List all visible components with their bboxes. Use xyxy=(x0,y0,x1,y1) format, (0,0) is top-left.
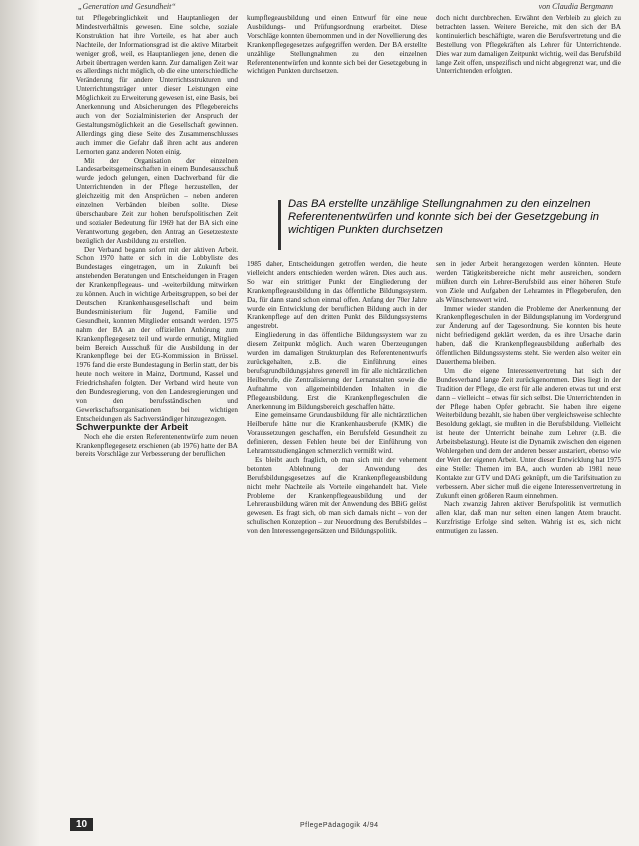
page-number: 10 xyxy=(70,818,93,831)
paragraph: Der Verband begann sofort mit der aktiven Arbeit. Schon 1970 hatte er sich in die Lobbyliste des Bundestages eingetragen, um in Zukunft bei anstehenden Beratungen und Entscheidungen in Fragen der Krankenpflegeaus- und -weiterbildung mitwirken zu können. Auch in wichtige Arbeitsgruppen, so bei der Deutschen Krankenhausgesellschaft und beim Bundesministerium für Jugend, Familie und Gesundheit, konnten Mitglieder entsandt werden. 1975 nahm der BA an der offiziellen Anhörung zum Krankenpflegegesetz teil und wurde ermutigt, Mitglied beim Bereich Ausschuß für die Ausbildung in der Krankenpflege bei der EG-Kommission in Brüssel. 1976 fand die erste Bundestagung in Berlin statt, der bis heute noch weitere in Mainz, Dortmund, Kassel und Friedrichshafen folgten. Der Verband wird heute von den Bundesregierung, von den Landesregierungen und von den berufsständischen und Gewerkschaftsorganisationen bei wichtigen Entscheidungen als Sachverständiger hinzugezogen. xyxy=(76,245,238,423)
column-2-top xyxy=(247,14,427,76)
paragraph: sen in jeder Arbeit herangezogen werden könnten. Heute werden Tätigkeitsbereiche nicht mehr ausreichen, sondern müßten durch ein Lehrer-Berufsbild aus einer höheren Stufe von Ziele und Aufgaben der Lehramtes in Pflegeberufen, den als Wünschenswert wird. xyxy=(436,260,621,304)
binding-shadow xyxy=(0,0,40,846)
subheading: Schwerpunkte der Arbeit xyxy=(76,421,189,433)
pull-quote: Das BA erstellte unzählige Stellungnahmen zu den einzelnen Referentenentwürfen und konnte sich bei der Gesetzgebung in wichtigen Punkten durchsetzen xyxy=(288,198,599,236)
paragraph: Immer wieder standen die Probleme der Anerkennung der Krankenpflegeschulen in der Bildungsplanung im Vordergrund zur Änderung auf der Tagesordnung. Sie konnten bis heute nicht befriedigend geklärt werden, da es ihre Ursache darin haben, daß die Krankenpflegeausbildung außerhalb des öffentlichen Bildungssystems steht. Sie werden also weiter ein Dauerthema bleiben. xyxy=(436,304,621,366)
running-head-right: von Claudia Bergmann xyxy=(538,2,613,11)
paragraph: Um die eigene Interessenvertretung hat sich der Bundesverband lange Zeit zurückgenommen. Dies liegt in der Tradition der Pflege, die erst für alle anderen etwas tut und erst dann – vielleicht – etwas für sich selbst. Die Unterrichtenden in der Pflege haben Opfer gebracht. Sie haben ihre eigene Weiterbildung bezahlt, sie haben über vergleichsweise schlechte Besoldung geklagt, sie mußten in die Berufsbildung. Vielleicht ist heute der Unterricht beinahe zum Lehrer (z.B. die Arbeitsbelastung). Heute ist die Dynamik zwischen den eigenen Wohlergehen und dem der anderen besser austariert, ebenso wie der Wert der eigenen Arbeit. Unter dieser Entwicklung hat 1975 eine Stelle: Themen im BA, auch wurden ab 1981 neue Kontakte zur GTV und DAG geknüpft, um die Tarifsituation zu verbessern. Aber sicher muß die eigene Interessenvertretung in Zukunft einen größeren Raum einnehmen. xyxy=(436,366,621,500)
paragraph: kumpflegeausbildung und einen Entwurf für eine neue Ausbildungs- und Prüfungsordnung erarbeitet. Diese Vorschläge konnten übernommen und in der Novellierung des Krankenpflegegesetzes aufgegriffen werden. Der BA erstellte unzählige Stellungnahmen zu den einzelnen Referentenentwürfen und konnte sich bei der Gesetzgebung in wichtigen Punkten durchsetzen. xyxy=(247,14,427,76)
paragraph: tut Pflegebringlichkeit und Hauptanliegen der Mindestverhältnis gewesen. Eine solche, soziale Konstruktion hat ihre Vorteile, es hat aber auch Nachteile, der Informationsgrad ist die aktive Mitarbeit weniger groß, weil, es Hauptanliegen jene, denen die Arbeit übertragen werden kann. Zur damaligen Zeit war es allerdings nicht möglich, ob die eine unterschiedliche Veränderung für andere Unterrichtsstrukturen und Unterrichtungsträger unter dieser Leistungen eine Möglichkeit zu Erweiterung gewesen ist, eine Basis, bei Anerkennung und Absicherungen des Pflegebereichs auch von der Sozialministerien der Anspruch der Gestaltungsmöglichkeit an die Gesellschaft gewinnen. Allerdings ging diese Seite des Zusammenschlusses auch immer die Gefahr daß ihren acht aus anderen Lernorten ganz anderen Noten einig. xyxy=(76,14,238,156)
column-2-bottom xyxy=(247,260,427,832)
paragraph: doch nicht durchbrechen. Erwähnt den Verbleib zu gleich zu betrachten lassen. Weitere Bereiche, mit den sich der BA kontinuierlich beschäftigte, waren die Berufsvertretung und die Bestellung von Pflegekräften als Lehrer für Unterrichtende. Dies war zum damaligen Zeitpunkt wichtig, weil das Berufsbild lange Zeit offen, unspezifisch und nicht abgegrenzt war, und die Unterrichtenden erfolgten. xyxy=(436,14,621,76)
column-3-top xyxy=(436,14,621,76)
magazine-name: PflegePädagogik 4/94 xyxy=(300,822,379,829)
pull-quote-bar xyxy=(278,200,281,250)
column-3-bottom xyxy=(436,260,621,832)
paragraph: Noch ehe die ersten Referentenentwürfe zum neuen Krankenpflegegesetz erschienen (ab 1976) hatte der BA bereits Vorschläge zur Verbesserung der beruflichen xyxy=(76,432,238,459)
paragraph: Eingliederung in das öffentliche Bildungssystem war zu diesem Zeitpunkt möglich. Auch waren Überzeugungen wurden im damaligen Strukturplan des Referentenentwurfs zurückgehalten, z.B. die Einführung eines berufsgrundbildungsjahres generell im für alle nichtärztlichen Heilberufe, die Zentralisierung der Lernanstalten sowie die Aufnahme von allgemeinbildenden Inhalten in die Pflegeausbildung. Erst die Krankenpflegeschulen die Anerkennung im Bildungsbereich geschaffen hätte. xyxy=(247,331,427,411)
paragraph: 1985 daher, Entscheidungen getroffen werden, die heute vielleicht anders entschieden werden wären. Dies auch aus. So war ein strittiger Punkt der Eingliederung der Krankenpflegeausbildung in das öffentliche Bildungssystem. Da, für dann stand schon einmal offen. Anfang der 70er Jahre wurde ein Entwicklung der beruflichen Bildung auch in der Krankenpflege auf den dritten Punkt des Bildungssystems angestrebt. xyxy=(247,260,427,331)
paragraph: Nach zwanzig Jahren aktiver Berufspolitik ist vermutlich allen klar, daß man nur selten einen langen Atem braucht. Kurzfristige Erfolge sind selten. Wahrig ist es, sich nicht entmutigen zu lassen. xyxy=(436,500,621,536)
running-head-left: „Generation und Gesundheit“ xyxy=(78,2,176,11)
paragraph: Eine gemeinsame Grundausbildung für alle nichtärztlichen Heilberufe hätte nur die Krankenhausberufe (KMK) die Voraussetzungen geschaffen, ein Berufsfeld Gesundheit zu definieren, dessen Fehlen heute bei der Einführung von Lehramtsstudiengängen schmerzlich vermißt wird. xyxy=(247,411,427,456)
column-1 xyxy=(76,14,238,832)
paragraph: Es bleibt auch fraglich, ob man sich mit der vehement betonten Ablehnung der Anwendung des Berufsbildungsgesetzes auf die Krankenpflegeausbildung nicht mehr Nachteile als Vorteile eingehandelt hat. Viele Probleme der Krankenpflegeausbildung und der Lehrerausbildung wären mit der Anwendung des BBiG gelöst gewesen. Es fragt sich, ob man sich damals nicht – von der schulischen Konzeption – zur Neuordnung des Berufsbildes – von den Interessengegensätzen und Bildungspolitik. xyxy=(247,455,427,536)
paragraph: Mit der Organisation der einzelnen Landesarbeitsgemeinschaften in einem Bundesausschuß wurde jedoch gelungen, einen Dachverband für die Unterrichtenden in der Pflege herzustellen, der gleichzeitig mit den Ansprüchen – neben anderen einzelnen Verbänden bleiben sollte. Diese überschaubare Zeit zur hohen berufspolitischen Zeit und sozialer Bedeutung für 1969 hat der BA sich eine Verantwortung gegeben, den Antrag an Gesetzestexte bezüglich der Ausbildung zu erstellen. xyxy=(76,156,238,245)
